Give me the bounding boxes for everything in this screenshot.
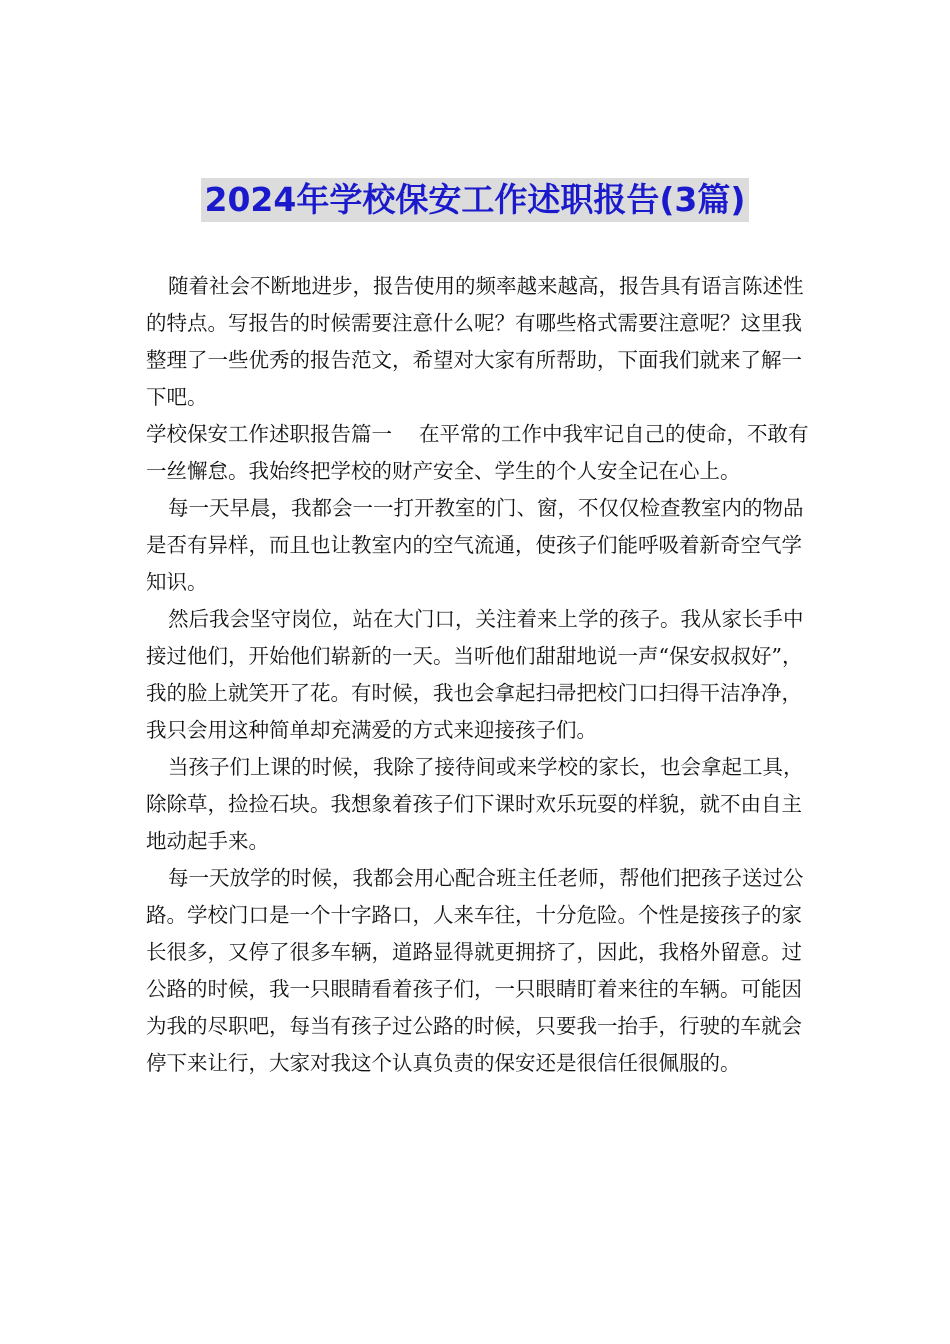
paragraph-intro: 随着社会不断地进步，报告使用的频率越来越高，报告具有语言陈述性的特点。写报告的时候需要注意什么呢？有哪些格式需要注意呢？这里我整理了一些优秀的报告范文，希望对大家有所帮助，下面我们就来了解一下吧。 — [146, 274, 804, 409]
paragraph-section-one: 学校保安工作述职报告篇一 在平常的工作中我牢记自己的使命，不敢有一丝懈怠。我始终把学校的财产安全、学生的个人安全记在心上。 — [146, 422, 809, 483]
paragraph-gate: 然后我会坚守岗位，站在大门口，关注着来上学的孩子。我从家长手中接过他们，开始他们崭新的一天。当听他们甜甜地说一声“保安叔叔好”，我的脸上就笑开了花。有时候，我也会拿起扫帚把校门口扫得干洁净净，我只会用这种简单却充满爱的方式来迎接孩子们。 — [146, 607, 804, 742]
document-body — [146, 268, 811, 1082]
document-title: 2024年学校保安工作述职报告(3篇) — [201, 178, 750, 222]
paragraph-dismissal: 每一天放学的时候，我都会用心配合班主任老师，帮他们把孩子送过公路。学校门口是一个十字路口，人来车往，十分危险。个性是接孩子的家长很多，又停了很多车辆，道路显得就更拥挤了，因此，我格外留意。过公路的时候，我一只眼睛看着孩子们，一只眼睛盯着来往的车辆。可能因为我的尽职吧，每当有孩子过公路的时候，只要我一抬手，行驶的车就会停下来让行，大家对我这个认真负责的保安还是很信任很佩服的。 — [146, 866, 804, 1075]
paragraph-morning: 每一天早晨，我都会一一打开教室的门、窗，不仅仅检查教室内的物品是否有异样，而且也让教室内的空气流通，使孩子们能呼吸着新奇空气学知识。 — [146, 496, 804, 594]
title-container — [0, 178, 950, 222]
paragraph-class-time: 当孩子们上课的时候，我除了接待间或来学校的家长，也会拿起工具，除除草，捡捡石块。我想象着孩子们下课时欢乐玩耍的样貌，就不由自主地动起手来。 — [146, 755, 804, 853]
